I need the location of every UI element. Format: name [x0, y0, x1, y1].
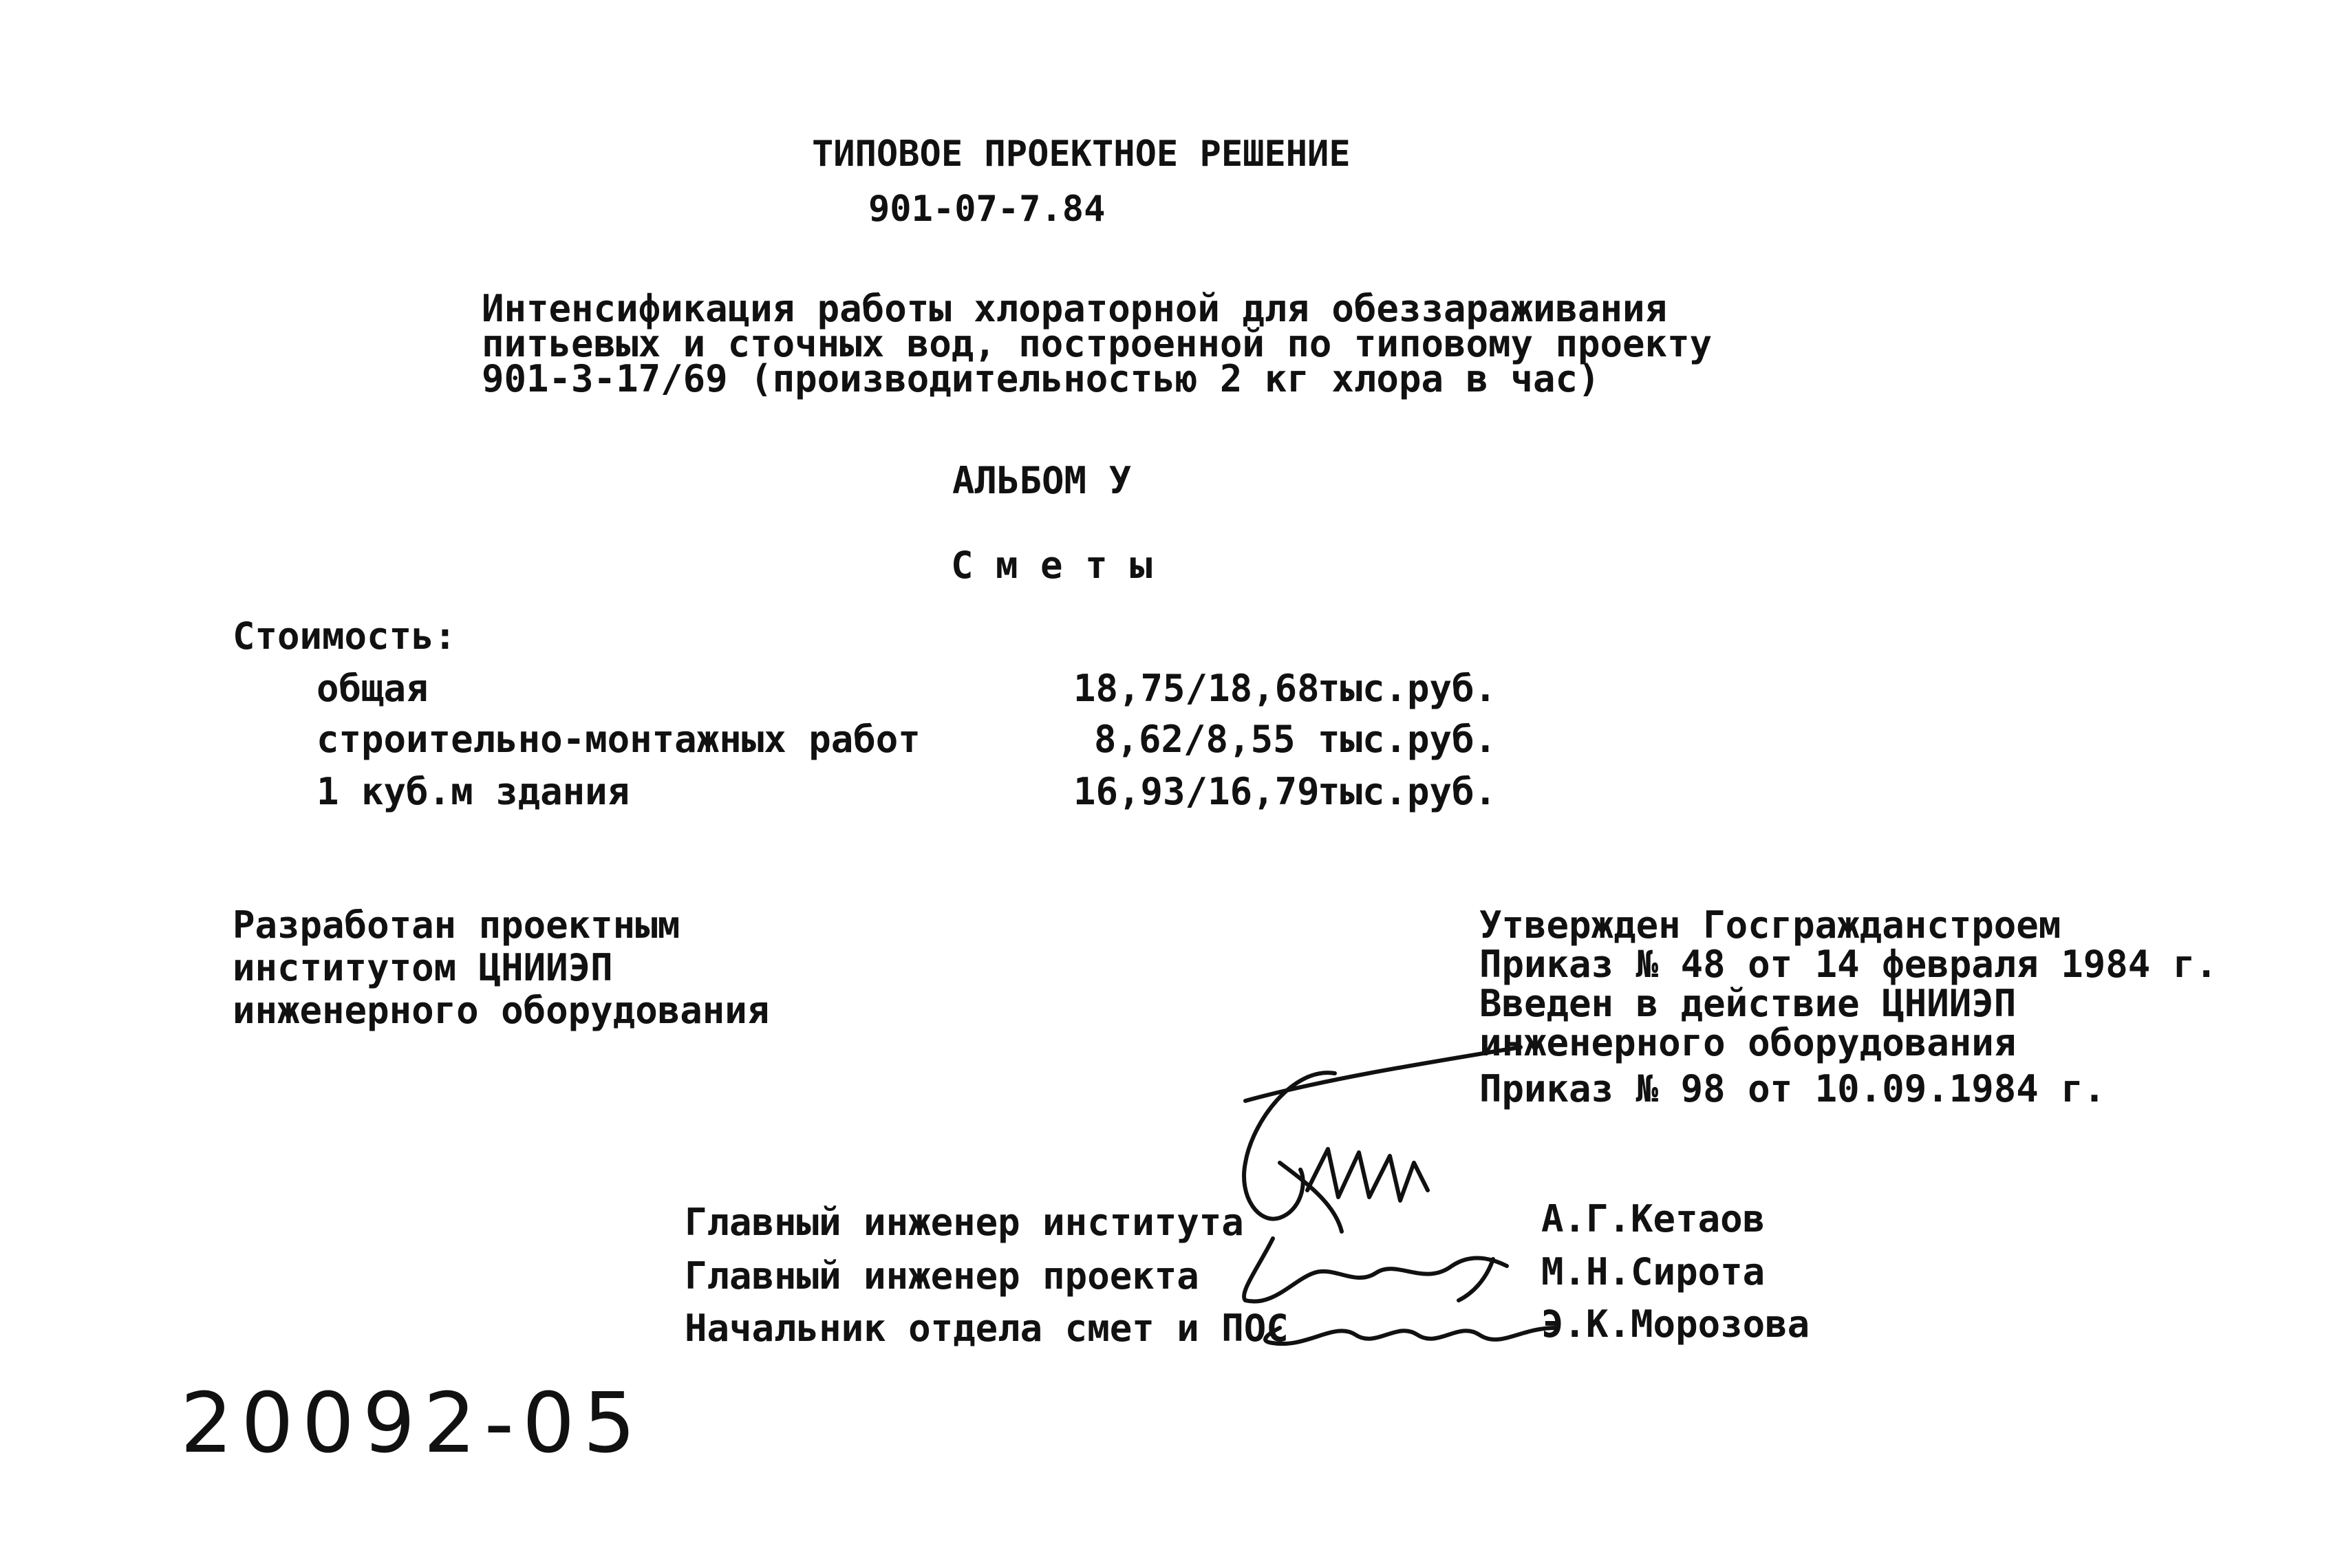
handwritten-signature-group	[1197, 1025, 1569, 1369]
developer-line: институтом ЦНИИЭП	[233, 946, 613, 989]
archive-stamp-number: 20092-05	[180, 1376, 644, 1472]
signature-2-stroke	[1244, 1238, 1507, 1302]
description-line: Интенсификация работы хлораторной для обеззараживания	[482, 287, 1668, 330]
cost-row-unit: тыс.руб.	[1318, 770, 1497, 813]
developer-line: Разработан проектным	[233, 903, 680, 947]
description-line: 901-3-17/69 (производительностью 2 кг хлора в час)	[482, 357, 1600, 400]
approval-line: Приказ № 48 от 14 февраля 1984 г.	[1479, 943, 2218, 986]
signatory-name: Э.К.Морозова	[1541, 1302, 1810, 1346]
document-title: ТИПОВОЕ ПРОЕКТНОЕ РЕШЕНИЕ	[812, 133, 1351, 175]
signatory-position: Начальник отдела смет и ПОС	[685, 1307, 1289, 1350]
signature-1-stroke	[1307, 1149, 1428, 1201]
approval-line: Утвержден Госгражданстроем	[1479, 903, 2061, 947]
signatory-position: Главный инженер института	[685, 1201, 1244, 1244]
approval-line: инженерного оборудования	[1479, 1021, 2017, 1064]
cost-row-value: 18,75/18,68	[1073, 667, 1320, 710]
approval-line: Приказ № 98 от 10.09.1984 г.	[1479, 1067, 2106, 1110]
cost-row-label: общая	[317, 667, 429, 710]
cost-row-label: строительно-монтажных работ	[317, 718, 921, 761]
signature-3-stroke	[1265, 1328, 1555, 1344]
cost-heading: Стоимость:	[233, 614, 457, 658]
description-line: питьевых и сточных вод, построенной по типовому проекту	[482, 322, 1713, 365]
approval-line: Введен в действие ЦНИИЭП	[1479, 982, 2017, 1025]
album-label: АЛЬБОМ У	[952, 459, 1132, 502]
signatory-name: А.Г.Кетаов	[1541, 1197, 1766, 1241]
developer-line: инженерного оборудования	[233, 989, 770, 1032]
cost-row-unit: тыс.руб.	[1318, 667, 1497, 710]
cost-row-unit: тыс.руб.	[1318, 718, 1497, 761]
signature-2-stroke	[1459, 1259, 1493, 1300]
document-code: 901-07-7.84	[868, 189, 1106, 230]
signatory-position: Главный инженер проекта	[685, 1254, 1199, 1298]
cost-row-label: 1 куб.м здания	[317, 770, 630, 813]
cost-row-value: 8,62/8,55	[1094, 718, 1296, 761]
section-label: С м е т ы	[951, 544, 1152, 587]
cost-row-value: 16,93/16,79	[1073, 770, 1320, 813]
signatory-name: М.Н.Сирота	[1541, 1250, 1766, 1293]
